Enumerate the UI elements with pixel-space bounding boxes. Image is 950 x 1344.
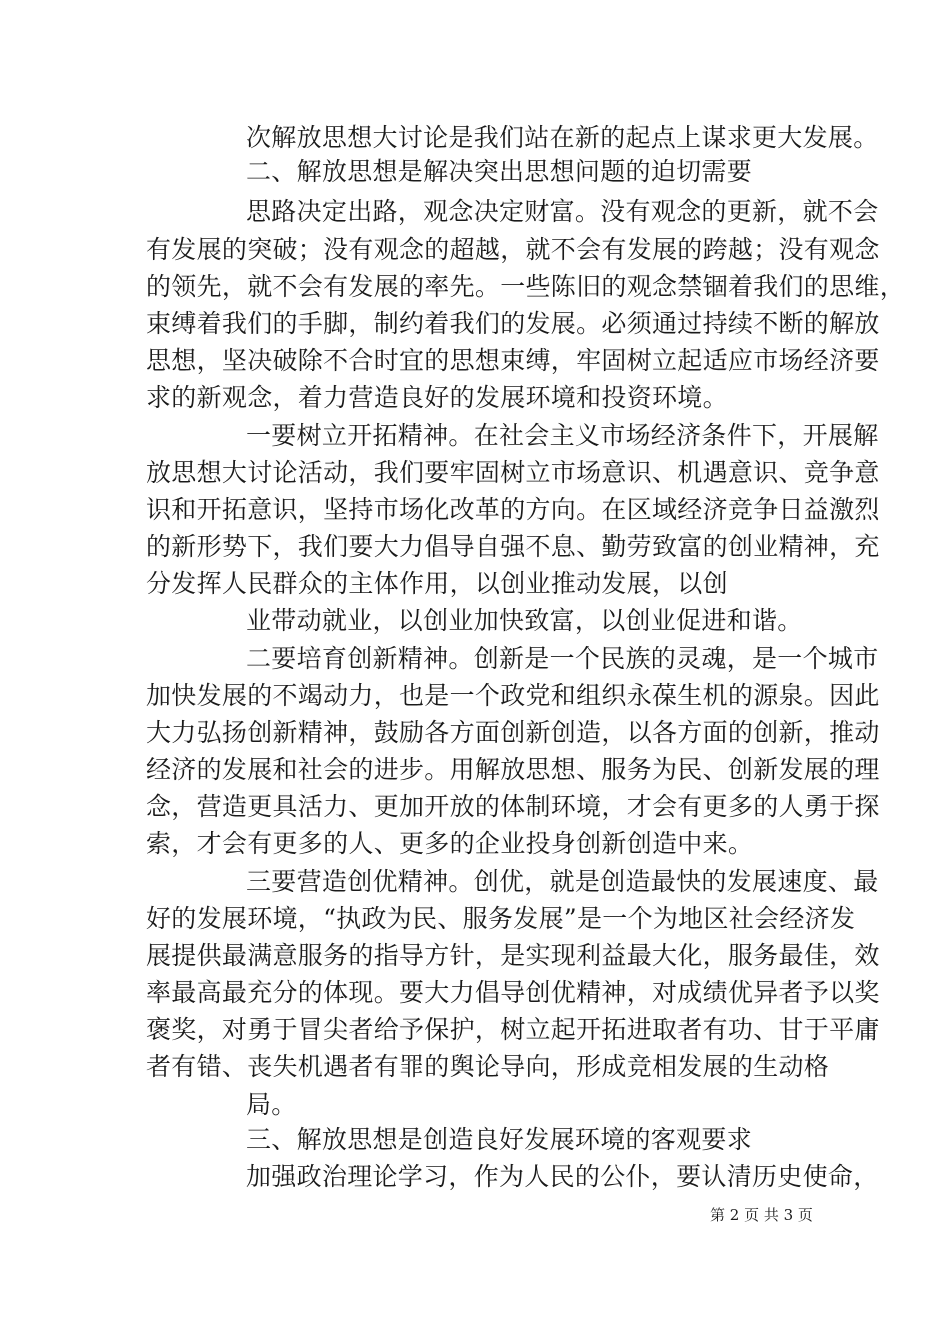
body-line-22: 好的发展环境，“执政为民、服务发展”是一个为地区社会经济发 bbox=[146, 904, 856, 933]
body-line-11: 识和开拓意识，坚持市场化改革的方向。在区域经济竞争日益激烈 bbox=[146, 495, 880, 524]
body-line-9: 一要树立开拓精神。在社会主义市场经济条件下，开展解 bbox=[246, 421, 879, 450]
body-line-20: 索，才会有更多的人、更多的企业投身创新创造中来。 bbox=[146, 829, 754, 858]
body-line-12: 的新形势下，我们要大力倡导自强不息、勤劳致富的创业精神，充 bbox=[146, 532, 880, 561]
body-line-19: 念，营造更具活力、更加开放的体制环境，才会有更多的人勇于探 bbox=[146, 792, 880, 821]
body-line-27: 局。 bbox=[246, 1090, 297, 1119]
body-line-8: 求的新观念，着力营造良好的发展环境和投资环境。 bbox=[146, 383, 728, 412]
body-line-15: 二要培育创新精神。创新是一个民族的灵魂，是一个城市 bbox=[246, 644, 879, 673]
body-line-29: 加强政治理论学习，作为人民的公仆，要认清历史使命， bbox=[246, 1162, 879, 1191]
body-line-3: 思路决定出路，观念决定财富。没有观念的更新，就不会 bbox=[246, 197, 879, 226]
body-line-4: 有发展的突破；没有观念的超越，就不会有发展的跨越；没有观念 bbox=[146, 235, 880, 264]
body-line-5: 的领先，就不会有发展的率先。一些陈旧的观念禁锢着我们的思维， bbox=[146, 272, 906, 301]
body-line-17: 大力弘扬创新精神，鼓励各方面创新创造，以各方面的创新，推动 bbox=[146, 718, 880, 747]
body-line-7: 思想，坚决破除不合时宜的思想束缚，牢固树立起适应市场经济要 bbox=[146, 346, 880, 375]
body-line-26: 者有错、丧失机遇者有罪的舆论导向，形成竞相发展的生动格 bbox=[146, 1052, 830, 1081]
body-line-16: 加快发展的不竭动力，也是一个政党和组织永葆生机的源泉。因此 bbox=[146, 681, 880, 710]
section-heading-3: 三、解放思想是创造良好发展环境的客观要求 bbox=[246, 1125, 753, 1154]
body-line-1: 次解放思想大讨论是我们站在新的起点上谋求更大发展。 bbox=[246, 123, 879, 152]
body-line-21: 三要营造创优精神。创优，就是创造最快的发展速度、最 bbox=[246, 867, 879, 896]
body-line-24: 率最高最充分的体现。要大力倡导创优精神，对成绩优异者予以奖 bbox=[146, 978, 880, 1007]
section-heading-2: 二、解放思想是解决突出思想问题的迫切需要 bbox=[246, 157, 753, 186]
page-number-footer: 第 2 页 共 3 页 bbox=[710, 1206, 813, 1224]
body-line-13: 分发挥人民群众的主体作用，以创业推动发展，以创 bbox=[146, 569, 728, 598]
body-line-18: 经济的发展和社会的进步。用解放思想、服务为民、创新发展的理 bbox=[146, 755, 880, 784]
body-line-14: 业带动就业，以创业加快致富，以创业促进和谐。 bbox=[246, 606, 803, 635]
body-line-10: 放思想大讨论活动，我们要牢固树立市场意识、机遇意识、竞争意 bbox=[146, 458, 880, 487]
body-line-23: 展提供最满意服务的指导方针，是实现利益最大化，服务最佳，效 bbox=[146, 941, 880, 970]
body-line-25: 褒奖，对勇于冒尖者给予保护，树立起开拓进取者有功、甘于平庸 bbox=[146, 1015, 880, 1044]
body-line-6: 束缚着我们的手脚，制约着我们的发展。必须通过持续不断的解放 bbox=[146, 309, 880, 338]
